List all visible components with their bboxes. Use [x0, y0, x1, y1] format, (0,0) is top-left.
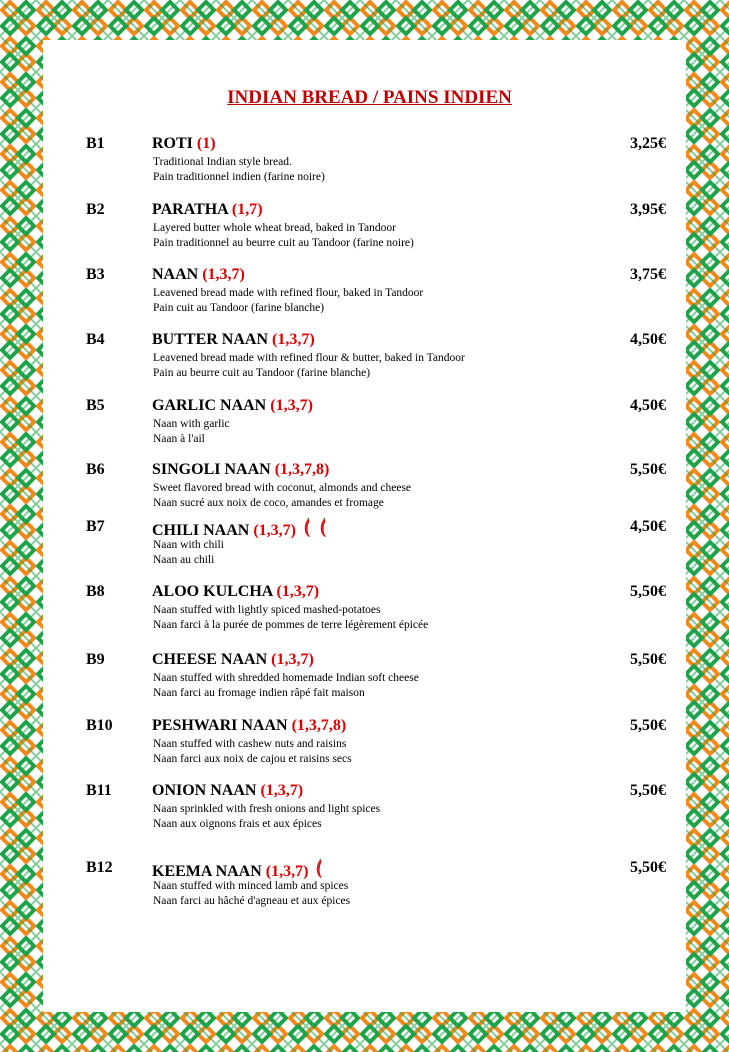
- chili-rating: [296, 522, 328, 539]
- page-title: INDIAN BREAD / PAINS INDIEN: [227, 87, 512, 108]
- item-price: 5,50€: [630, 461, 666, 478]
- item-name-text: ROTI: [152, 135, 197, 152]
- item-description-fr: Naan aux oignons frais et aux épices: [153, 818, 322, 830]
- item-name: [152, 717, 346, 735]
- item-price: 5,50€: [630, 782, 666, 799]
- item-name-text: GARLIC NAAN: [152, 397, 271, 414]
- item-name-text: ALOO KULCHA: [152, 583, 277, 600]
- item-description: [153, 603, 428, 633]
- item-name: [152, 583, 319, 601]
- item-name: [152, 201, 263, 219]
- item-code: B8: [86, 583, 105, 600]
- chili-pepper-icon: [318, 518, 328, 543]
- menu-item: [86, 518, 666, 578]
- item-code: B4: [86, 331, 105, 348]
- item-description-en: Naan stuffed with shredded homemade Indian soft cheese: [153, 672, 419, 684]
- menu-item: [86, 331, 666, 391]
- item-description: [153, 155, 325, 185]
- item-description-fr: Pain traditionnel indien (farine noire): [153, 171, 325, 183]
- menu-item: [86, 266, 666, 326]
- item-allergens: (1,3,7): [272, 331, 315, 348]
- item-name-text: BUTTER NAAN: [152, 331, 273, 348]
- item-allergens: (1,3,7): [276, 583, 320, 600]
- item-code: B10: [86, 717, 113, 734]
- item-description-en: Naan with garlic: [153, 418, 230, 430]
- item-description-fr: Naan farci à la purée de pommes de terre légèrement épicée: [153, 619, 429, 631]
- item-price: 3,25€: [630, 135, 666, 152]
- menu-item: [86, 583, 666, 643]
- menu-item: [86, 651, 666, 711]
- item-price: 3,75€: [630, 266, 666, 283]
- item-description-en: Traditional Indian style bread.: [153, 156, 292, 168]
- item-description-fr: Pain traditionnel au beurre cuit au Tandoor (farine noire): [153, 237, 414, 249]
- item-description: [153, 481, 411, 511]
- item-description-fr: Naan farci aux noix de cajou et raisins secs: [153, 753, 352, 765]
- item-allergens: (1,3,7): [271, 651, 314, 668]
- item-description: [153, 802, 380, 832]
- item-description-fr: Naan au chili: [153, 554, 215, 566]
- item-description-en: Naan stuffed with minced lamb and spices: [153, 880, 349, 892]
- item-name-text: NAAN: [152, 266, 203, 283]
- menu-item: [86, 717, 666, 777]
- menu-item: [86, 201, 666, 261]
- item-allergens: (1,3,7,8): [291, 717, 347, 734]
- item-description-en: Naan sprinkled with fresh onions and light spices: [153, 803, 381, 815]
- item-allergens: (1,3,7): [260, 782, 304, 799]
- item-name: [152, 782, 303, 800]
- item-code: B11: [86, 782, 112, 799]
- item-description-en: Naan stuffed with cashew nuts and raisins: [153, 738, 347, 750]
- item-code: B2: [86, 201, 105, 218]
- item-allergens: (1): [196, 135, 216, 152]
- item-name: [152, 135, 216, 153]
- item-price: 4,50€: [630, 518, 666, 535]
- item-price: 4,50€: [630, 397, 666, 414]
- item-description-en: Sweet flavored bread with coconut, almonds and cheese: [153, 482, 412, 494]
- item-description-en: Leavened bread made with refined flour & butter, baked in Tandoor: [153, 352, 465, 364]
- menu-item: [86, 135, 666, 195]
- item-code: B6: [86, 461, 105, 478]
- item-name: [152, 331, 315, 349]
- chili-pepper-icon: [302, 518, 312, 543]
- item-price: 5,50€: [630, 859, 666, 876]
- item-allergens: (1,3,7,8): [274, 461, 330, 478]
- item-allergens: (1,3,7): [253, 522, 296, 539]
- item-code: B3: [86, 266, 105, 283]
- item-code: B1: [86, 135, 105, 152]
- item-price: 3,95€: [630, 201, 666, 218]
- item-code: B12: [86, 859, 113, 876]
- item-code: B7: [86, 518, 105, 535]
- item-description: [153, 351, 465, 381]
- item-name-text: CHILI NAAN: [152, 522, 254, 539]
- item-name: [152, 397, 313, 415]
- item-description: [153, 221, 414, 251]
- item-name: [152, 266, 245, 284]
- chili-rating: [308, 863, 324, 880]
- item-price: 5,50€: [630, 583, 666, 600]
- item-name-text: PESHWARI NAAN: [152, 717, 292, 734]
- menu-item: [86, 859, 666, 919]
- item-description-en: Naan with chili: [153, 539, 224, 551]
- item-description-fr: Naan à l'ail: [153, 433, 205, 445]
- item-description-fr: Pain au beurre cuit au Tandoor (farine blanche): [153, 367, 371, 379]
- item-description: [153, 538, 224, 568]
- item-description: [153, 737, 352, 767]
- item-name-text: PARATHA: [152, 201, 232, 218]
- menu-item: [86, 461, 666, 521]
- item-allergens: (1,3,7): [265, 863, 309, 880]
- item-name-text: ONION NAAN: [152, 782, 261, 799]
- item-name: [152, 651, 314, 669]
- item-code: B9: [86, 651, 105, 668]
- item-allergens: (1,3,7): [270, 397, 313, 414]
- item-description: [153, 286, 423, 316]
- item-code: B5: [86, 397, 105, 414]
- item-price: 5,50€: [630, 717, 666, 734]
- item-allergens: (1,7): [231, 201, 263, 218]
- item-description-en: Layered butter whole wheat bread, baked in Tandoor: [153, 222, 396, 234]
- item-description-en: Leavened bread made with refined flour, baked in Tandoor: [153, 287, 424, 299]
- item-price: 5,50€: [630, 651, 666, 668]
- item-name-text: CHEESE NAAN: [152, 651, 272, 668]
- item-name-text: KEEMA NAAN: [152, 863, 266, 880]
- item-description-fr: Pain cuit au Tandoor (farine blanche): [153, 302, 325, 314]
- item-description: [153, 671, 419, 701]
- item-description-fr: Naan farci au hâché d'agneau et aux épices: [153, 895, 351, 907]
- menu-item: [86, 782, 666, 842]
- menu-item: [86, 397, 666, 457]
- item-name-text: SINGOLI NAAN: [152, 461, 275, 478]
- item-description-en: Naan stuffed with lightly spiced mashed-potatoes: [153, 604, 381, 616]
- item-description-fr: Naan sucré aux noix de coco, amandes et fromage: [153, 497, 384, 509]
- item-description-fr: Naan farci au fromage indien râpé fait maison: [153, 687, 365, 699]
- item-price: 4,50€: [630, 331, 666, 348]
- item-allergens: (1,3,7): [202, 266, 245, 283]
- item-description: [153, 417, 230, 447]
- item-description: [153, 879, 350, 909]
- item-name: [152, 461, 329, 479]
